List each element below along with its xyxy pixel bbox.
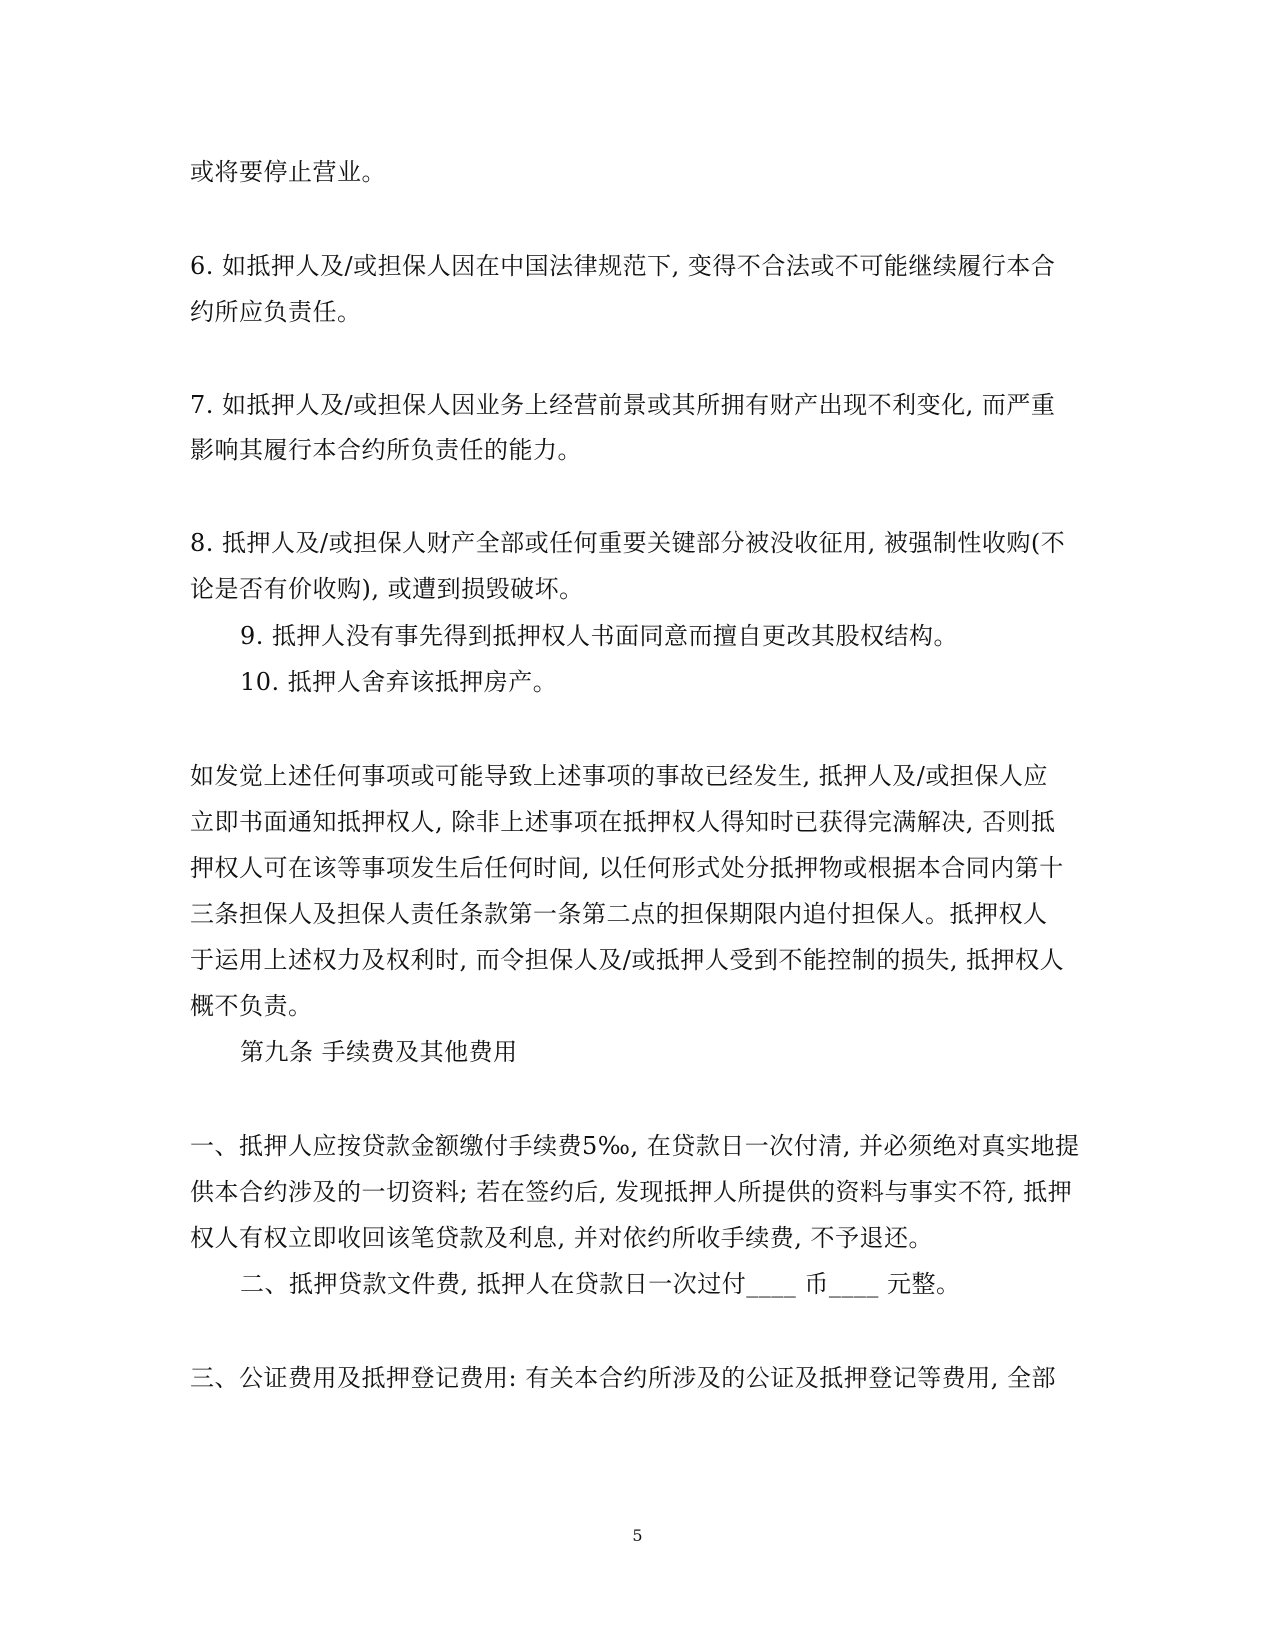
text-line: 二、抵押贷款文件费, 抵押人在贷款日一次过付____ 币____ 元整。 (240, 1270, 961, 1298)
text-line: 论是否有价收购), 或遭到损毁破坏。 (190, 575, 584, 603)
text-line: 约所应负责任。 (190, 298, 362, 326)
text-line: 一、抵押人应按贷款金额缴付手续费5‰, 在贷款日一次付清, 并必须绝对真实地提 (190, 1132, 1080, 1160)
text-line: 概不负责。 (190, 992, 313, 1020)
text-line: 如发觉上述任何事项或可能导致上述事项的事故已经发生, 抵押人及/或担保人应 (190, 762, 1048, 790)
text-line: 6. 如抵押人及/或担保人因在中国法律规范下, 变得不合法或不可能继续履行本合 (190, 252, 1056, 280)
page-number: 5 (632, 1526, 643, 1545)
text-line: 立即书面通知抵押权人, 除非上述事项在抵押权人得知时已获得完满解决, 否则抵 (190, 808, 1056, 836)
text-line: 7. 如抵押人及/或担保人因业务上经营前景或其所拥有财产出现不利变化, 而严重 (190, 391, 1056, 419)
text-line: 权人有权立即收回该笔贷款及利息, 并对依约所收手续费, 不予退还。 (190, 1224, 934, 1252)
text-line: 于运用上述权力及权利时, 而令担保人及/或抵押人受到不能控制的损失, 抵押权人 (190, 946, 1065, 974)
text-line: 或将要停止营业。 (190, 158, 386, 186)
text-line: 8. 抵押人及/或担保人财产全部或任何重要关键部分被没收征用, 被强制性收购(不 (190, 529, 1066, 557)
text-line: 9. 抵押人没有事先得到抵押权人书面同意而擅自更改其股权结构。 (240, 622, 959, 650)
text-line: 三、公证费用及抵押登记费用: 有关本合约所涉及的公证及抵押登记等费用, 全部 (190, 1364, 1056, 1392)
text-line: 押权人可在该等事项发生后任何时间, 以任何形式处分抵押物或根据本合同内第十 (190, 854, 1064, 882)
text-line: 10. 抵押人舍弃该抵押房产。 (240, 668, 558, 696)
text-line: 三条担保人及担保人责任条款第一条第二点的担保期限内追付担保人。抵押权人 (190, 900, 1048, 928)
section-heading: 第九条 手续费及其他费用 (240, 1038, 518, 1066)
text-line: 供本合约涉及的一切资料; 若在签约后, 发现抵押人所提供的资料与事实不符, 抵押 (190, 1178, 1073, 1206)
text-line: 影响其履行本合约所负责任的能力。 (190, 436, 582, 464)
